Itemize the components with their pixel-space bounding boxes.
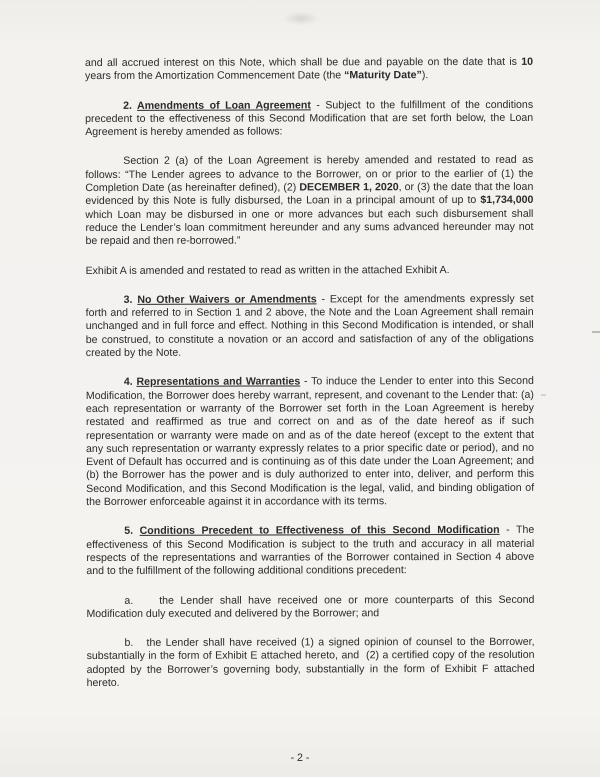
condition-a — [86, 593, 534, 621]
intro-continuation-paragraph — [85, 56, 533, 84]
emphasized-text: 2. — [123, 99, 138, 112]
section-2-amendments-of-loan-agreement — [85, 98, 533, 139]
document-body — [85, 56, 535, 706]
scan-artifact — [283, 12, 319, 25]
section-4-representations-and-warranties — [86, 375, 534, 509]
emphasized-text: “Maturity Date” — [344, 69, 422, 82]
text-run: b. the Lender shall have received (1) a signed opinion of counsel to the Borrower, substantially in the form of Exhibit E attached hereto, and (2) a certified copy of the resolution adopted by the Borrower’s governing body, substantially in the form of Exhibit F attached hereto. — [86, 635, 535, 689]
section-heading-text: Amendments of Loan Agreement — [137, 99, 311, 112]
text-run: ). — [421, 69, 429, 82]
text-run: Exhibit A is amended and restated to read as written in the attached Exhibit A. — [85, 263, 450, 277]
text-run: years from the Amortization Commencement Date (the — [85, 69, 345, 83]
text-run: - To induce the Lender to enter into this Second Modification, the Borrower does hereby warrant, represent, and covenant to the Lender that: (a) each representation or warranty of the Borrower set forth in the Loan Agreement is hereby restated and reaffirmed as true and correct on and as of the date hereof as if such representation or warranty were made on and as of the date hereof (except to the extent that any such representation or warranty expressly relates to a prior specific date or period), and no Event of Default has occurred and is continuing as of this date under the Loan Agreement; and (b) the Borrower has the power and is duly authorized to enter into, deliver, and perform this Second Modification, and this Second Modification is the legal, valid, and binding obligation of the Borrower enforceable against it in accordance with its terms. — [85, 375, 535, 509]
text-run: , or (3) the date that the loan evidenced by this Note is fully disbursed, the Loan in a principal amount of up to — [85, 180, 534, 208]
exhibit-a-note — [86, 263, 534, 277]
section-3-no-other-waivers — [86, 293, 534, 361]
section-2a-amendment-text — [85, 154, 533, 248]
section-heading-text: Representations and Warranties — [136, 375, 301, 389]
emphasized-text: 10 — [521, 55, 534, 68]
text-run: - Subject to the fulfillment of the conditions precedent to the effectiveness of this Second Modification that are set forth below, the Loan Agreement is hereby amended as follows: — [85, 98, 534, 139]
text-run: Section 2 (a) of the Loan Agreement is hereby amended and restated to read as follows: “The Lender agrees to advance to the Borrower, on or prior to the earlier of (1) the Completion Date (as hereinafter defined), (2) — [85, 154, 534, 195]
text-run: - Except for the amendments expressly set forth and referred to in Section 1 and 2 above, the Note and the Loan Agreement shall remain unchanged and in full force and effect. Nothing in this Second Modification is intended, or shall be construed, to constitute a novation or an accord and satisfaction of any of the obligations created by the Note. — [85, 292, 534, 360]
emphasized-text: $1,734,000 — [480, 194, 534, 207]
emphasized-text: 5. — [124, 525, 140, 538]
page-number: - 2 - — [290, 752, 310, 764]
section-heading-text: Conditions Precedent to Effectiveness of this Second Modification — [139, 524, 500, 538]
text-run: a. the Lender shall have received one or more counterparts of this Second Modification duly executed and delivered by the Borrower; and — [86, 593, 535, 620]
text-run: which Loan may be disbursed in one or more advances but each such disbursement shall reduce the Lender’s loan commitment hereunder and any sums advanced hereunder may not be repaid and then re-borrowed.” — [85, 207, 534, 248]
section-heading-text: No Other Waivers or Amendments — [137, 293, 317, 306]
emphasized-text: 4. — [123, 376, 137, 389]
emphasized-text: DECEMBER 1, 2020 — [299, 181, 399, 194]
emphasized-text: 3. — [123, 293, 138, 306]
condition-b — [87, 636, 535, 690]
scan-artifact — [541, 394, 546, 396]
scan-artifact — [592, 331, 600, 333]
text-run: - The effectiveness of this Second Modification is subject to the truth and accuracy in all material respects of the representations and warranties of the Borrower contained in Section 4 above and to the fulfillment of the following additional conditions precedent: — [86, 524, 535, 578]
section-5-conditions-precedent — [86, 524, 534, 578]
text-run: and all accrued interest on this Note, which shall be due and payable on the date that is — [85, 55, 522, 69]
